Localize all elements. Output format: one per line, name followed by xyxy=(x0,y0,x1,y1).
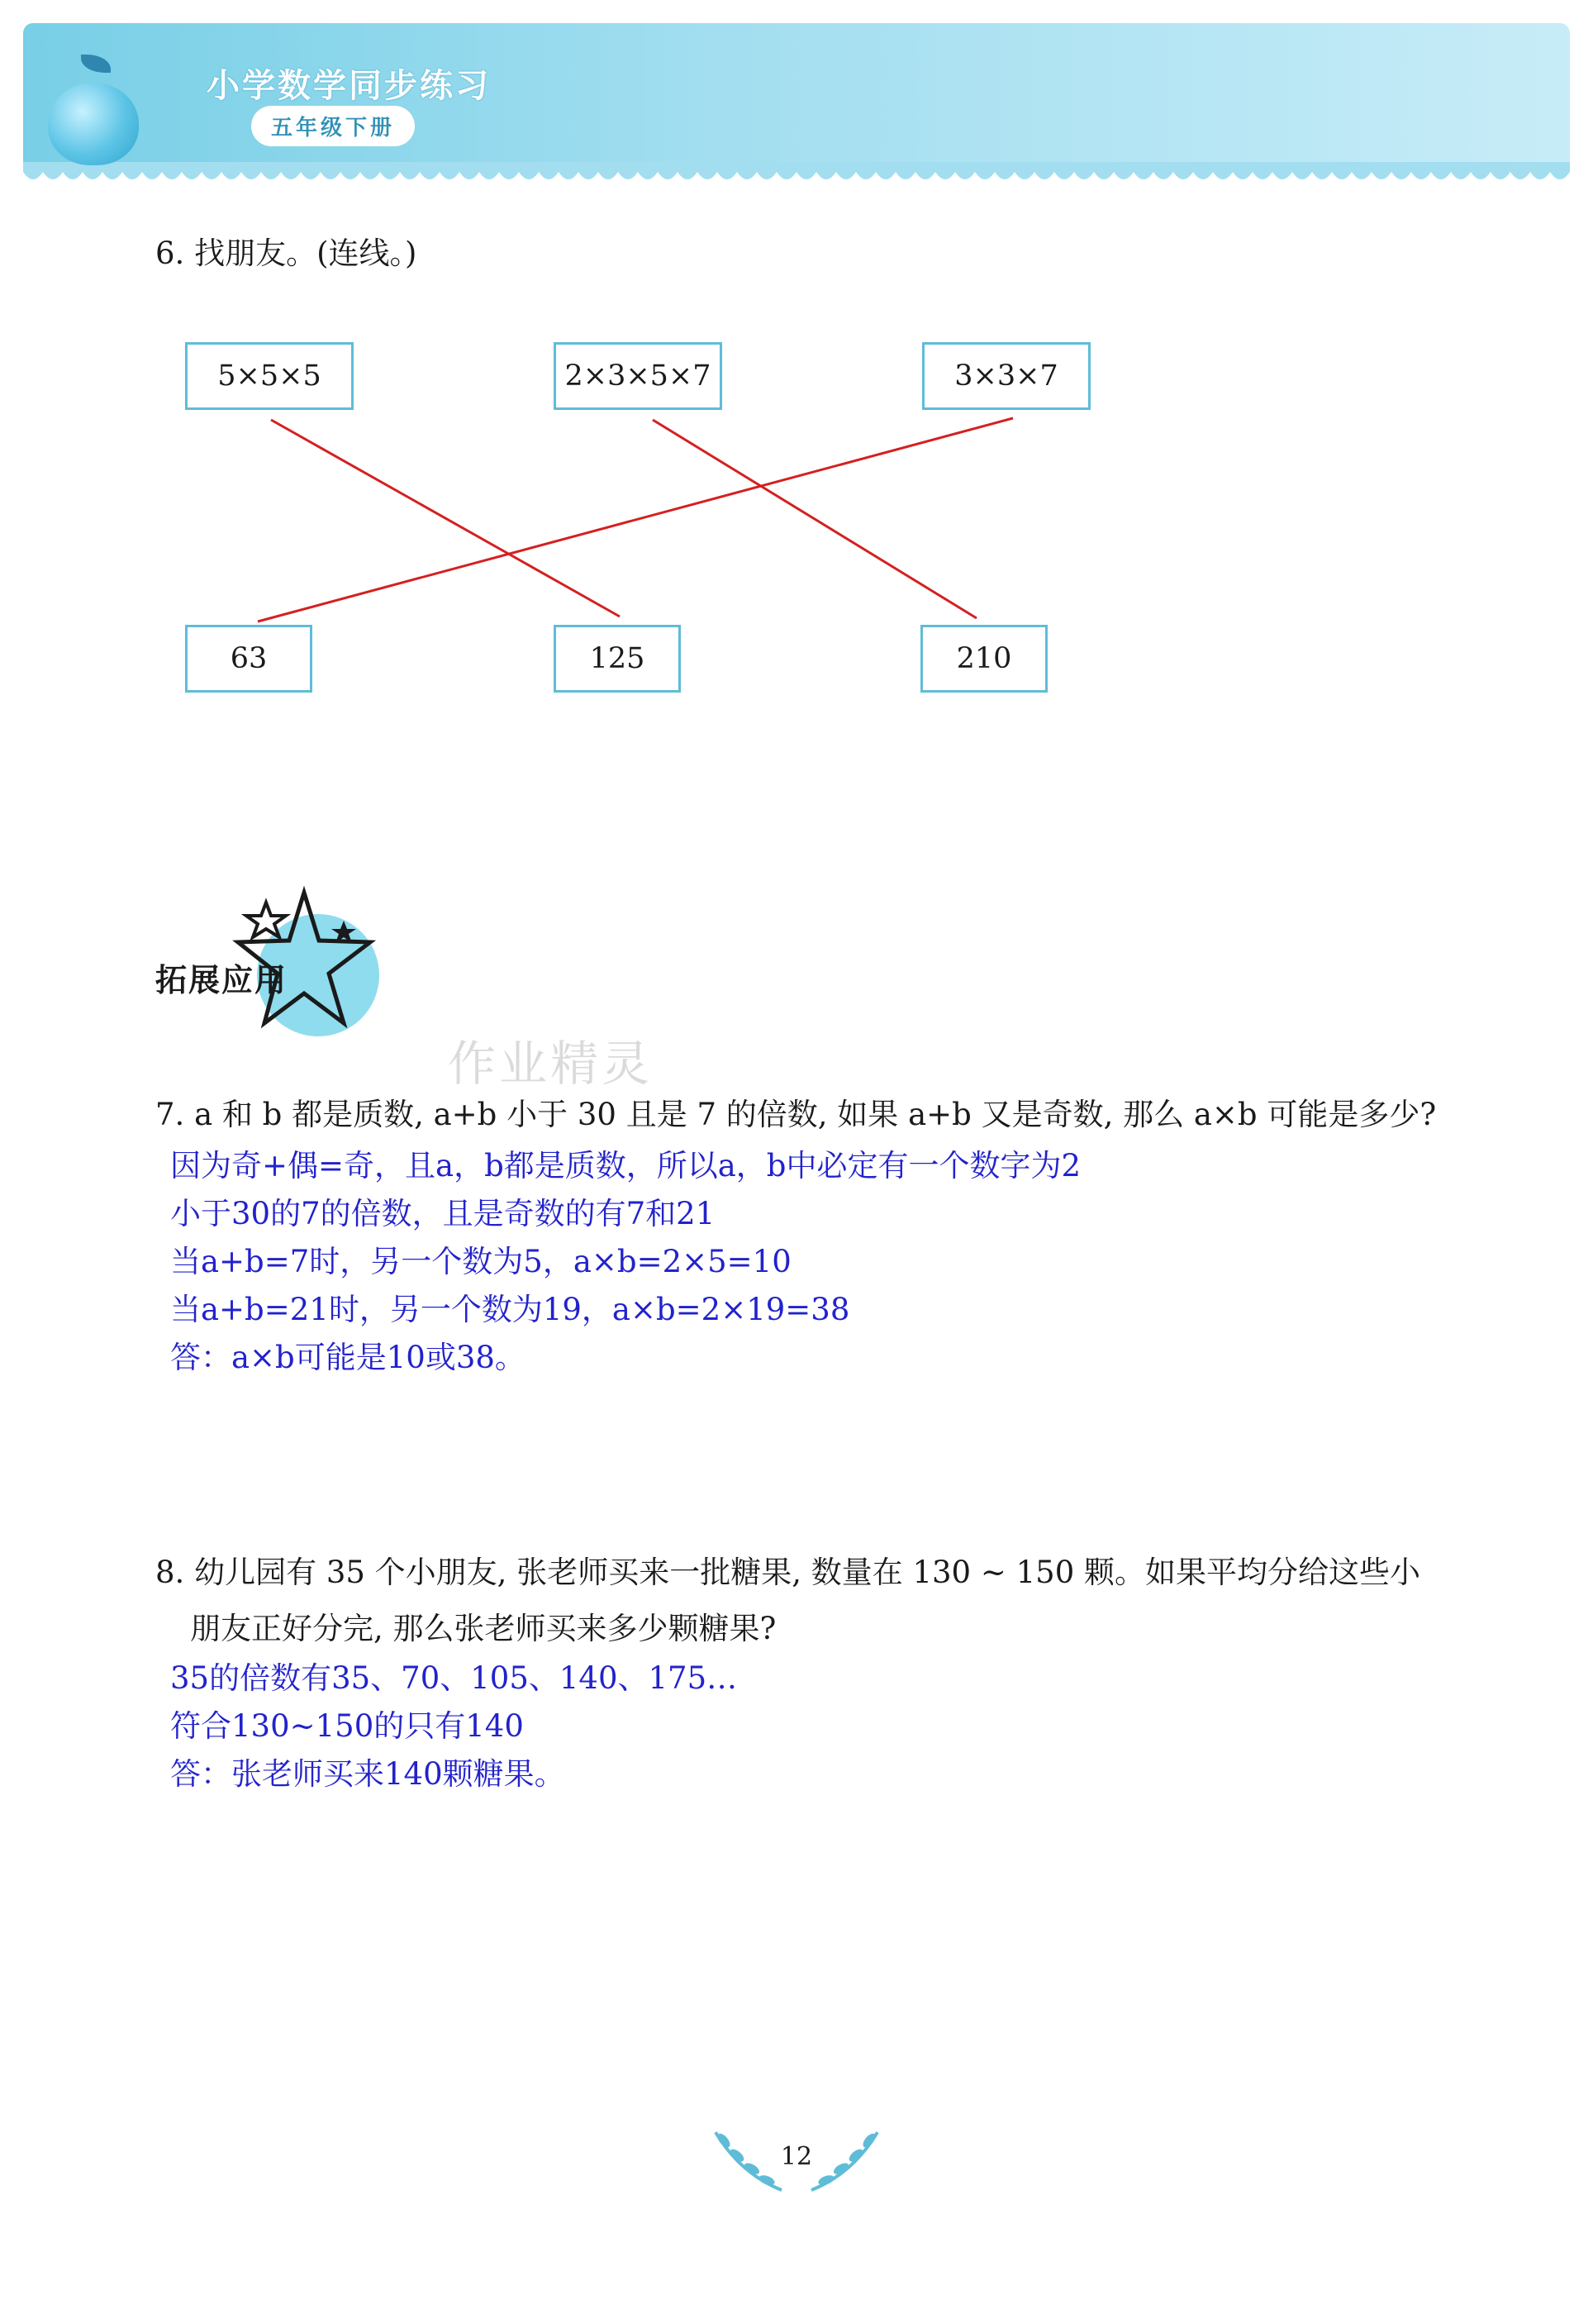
q8-question-line-1: 8. 幼儿园有 35 个小朋友, 张老师买来一批糖果, 数量在 130 ~ 150 颗。如果平均分给这些小 xyxy=(155,1555,1420,1590)
q7-question: 7. a 和 b 都是质数, a+b 小于 30 且是 7 的倍数, 如果 a+b 又是奇数, 那么 a×b 可能是多少? xyxy=(155,1097,1437,1132)
q8-answer-line-3: 答：张老师买来140颗糖果。 xyxy=(170,1756,565,1792)
q7-answer-line-2: 小于30的7的倍数，且是奇数的有7和21 xyxy=(170,1196,716,1231)
q8-question-line-2: 朋友正好分完, 那么张老师买来多少颗糖果? xyxy=(190,1611,777,1646)
link-line-210 xyxy=(653,420,977,618)
q6-title: 6. 找朋友。(连线。) xyxy=(155,236,417,271)
page-number: 12 xyxy=(780,2142,813,2171)
link-line-63 xyxy=(258,418,1013,621)
bottom-box-3[interactable]: 210 xyxy=(920,625,1048,693)
top-box-3[interactable]: 3×3×7 xyxy=(922,342,1091,410)
bottom-box-1[interactable]: 63 xyxy=(185,625,312,693)
q7-answer-line-1: 因为奇+偶=奇，且a，b都是质数，所以a，b中必定有一个数字为2 xyxy=(170,1148,1082,1183)
q7-answer-line-5: 答：a×b可能是10或38。 xyxy=(170,1340,525,1375)
q8-answer-line-1: 35的倍数有35、70、105、140、175… xyxy=(170,1660,738,1696)
q7-answer-line-4: 当a+b=21时，另一个数为19，a×b=2×19=38 xyxy=(170,1292,850,1327)
top-box-1[interactable]: 5×5×5 xyxy=(185,342,354,410)
watermark: 作业精灵 xyxy=(448,1036,654,1092)
section-title: 拓展应用 xyxy=(155,962,288,998)
grade-label: 五年级下册 xyxy=(251,106,415,146)
book-title: 小学数学同步练习 xyxy=(207,67,491,105)
q7-answer-line-3: 当a+b=7时，另一个数为5，a×b=2×5=10 xyxy=(170,1244,792,1279)
q8-answer-line-2: 符合130~150的只有140 xyxy=(170,1708,524,1744)
top-box-2[interactable]: 2×3×5×7 xyxy=(554,342,722,410)
bottom-box-2[interactable]: 125 xyxy=(554,625,681,693)
laurel-right-icon xyxy=(803,2124,894,2193)
link-line-125 xyxy=(271,420,620,617)
